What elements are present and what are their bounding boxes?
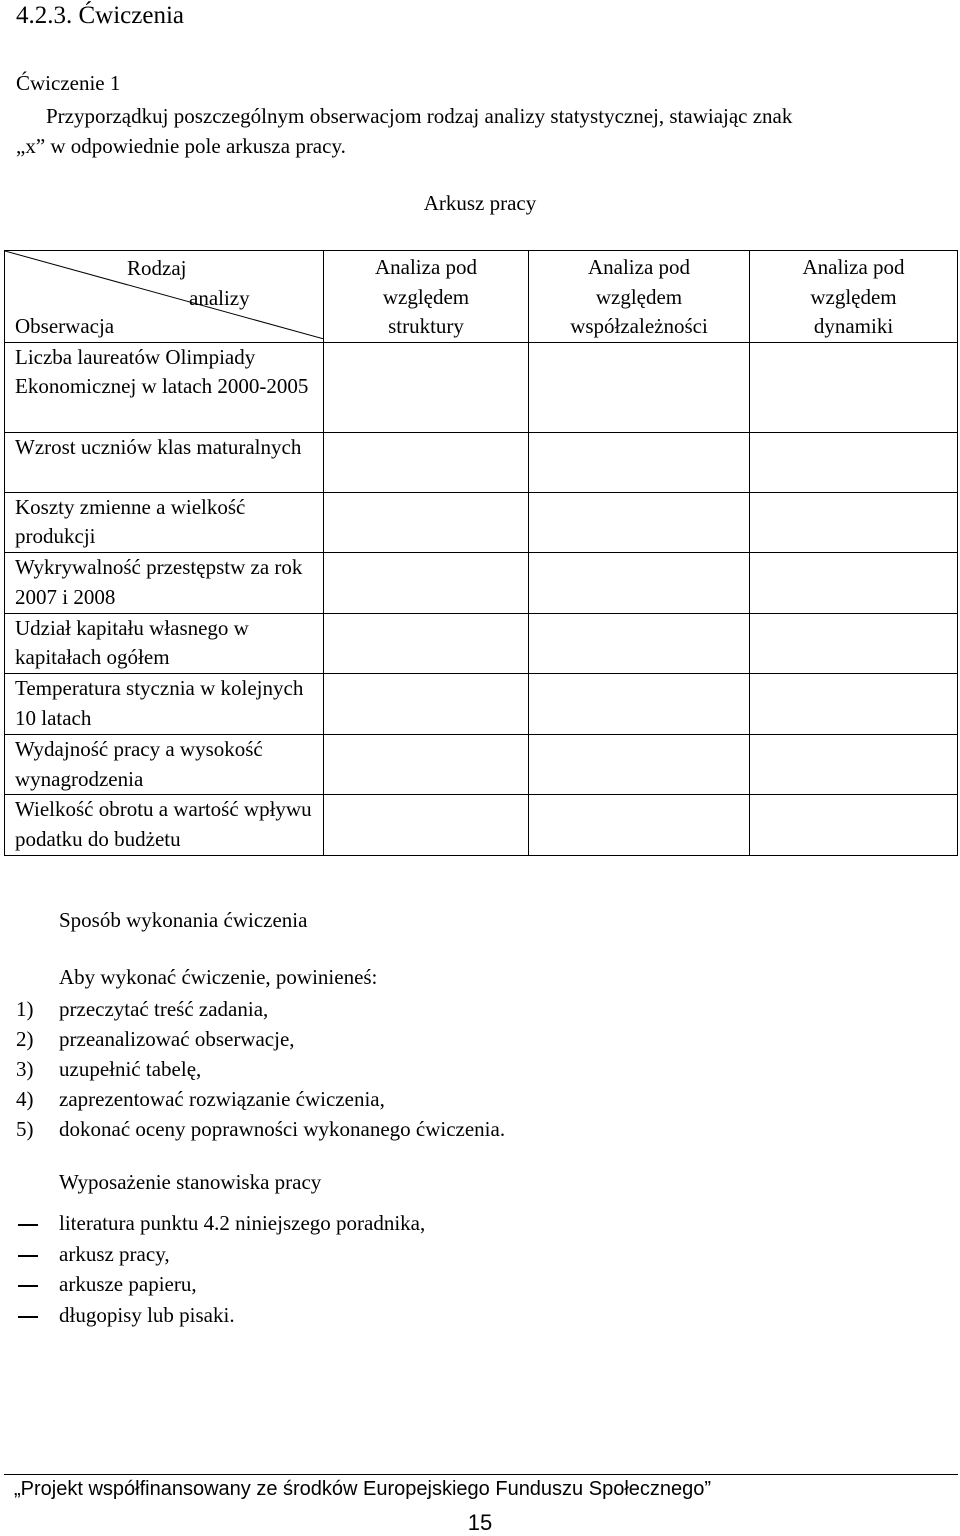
table-header-row [5,251,958,343]
answer-cell[interactable] [529,613,750,674]
step-number: 4) [16,1087,34,1111]
answer-cell[interactable] [529,342,750,432]
step-text: przeczytać treść zadania, [59,997,269,1021]
column-header-line: względem [595,284,683,309]
footer-text: „Projekt współfinansowany ze środków Europejskiego Funduszu Społecznego” [14,1478,712,1500]
observation-cell: Udział kapitału własnego w kapitałach ogółem [5,613,324,674]
answer-cell[interactable] [324,553,529,614]
dash-bullet-icon [16,1316,59,1318]
answer-cell[interactable] [750,674,958,735]
answer-cell[interactable] [324,492,529,553]
step-text: dokonać oceny poprawności wykonanego ćwiczenia. [59,1117,506,1141]
observation-cell: Wzrost uczniów klas maturalnych [5,432,324,492]
equipment-list [16,1208,425,1330]
column-header-line: względem [810,284,897,309]
answer-cell[interactable] [529,553,750,614]
column-header-line: Analiza pod [374,255,478,279]
header-obserwacja-label: Obserwacja [15,314,115,338]
table-row [5,674,958,735]
answer-cell[interactable] [750,613,958,674]
exercise-title: Ćwiczenie 1 [16,71,121,95]
answer-cell[interactable] [750,553,958,614]
step-text: zaprezentować rozwiązanie ćwiczenia, [59,1087,385,1111]
answer-cell[interactable] [324,342,529,432]
answer-cell[interactable] [750,734,958,795]
table-row [5,734,958,795]
equipment-item-text: literatura punktu 4.2 niniejszego poradnika, [59,1211,426,1235]
answer-cell[interactable] [529,492,750,553]
list-item [16,1300,425,1331]
answer-cell[interactable] [750,342,958,432]
step-number: 2) [16,1027,34,1051]
column-header-structure [324,251,529,343]
list-item [16,1084,505,1114]
equipment-item-text: arkusze papieru, [59,1272,197,1296]
column-header-line: Analiza pod [587,255,691,279]
equipment-item-text: arkusz pracy, [59,1241,170,1266]
answer-cell[interactable] [324,613,529,674]
list-item [16,1054,505,1084]
step-number: 3) [16,1057,34,1081]
worksheet-title: Arkusz pracy [423,191,537,215]
method-intro: Aby wykonać ćwiczenie, powinieneś: [59,965,378,989]
column-header-line: współzależności [570,314,708,338]
method-title: Sposób wykonania ćwiczenia [59,908,308,932]
observation-cell: Wykrywalność przestępstw za rok 2007 i 2008 [5,553,324,614]
column-header-line: względem [382,284,470,309]
section-title: 4.2.3. Ćwiczenia [16,2,185,29]
answer-cell[interactable] [529,734,750,795]
answer-cell[interactable] [529,674,750,735]
instruction-line-2: „x” w odpowiednie pole arkusza pracy. [16,134,346,158]
list-item [16,994,505,1024]
step-text: uzupełnić tabelę, [59,1057,202,1081]
dash-bullet-icon [16,1255,59,1257]
answer-cell[interactable] [750,492,958,553]
observation-cell: Wielkość obrotu a wartość wpływu podatku do budżetu [5,795,324,856]
table-row [5,553,958,614]
list-item [16,1269,425,1300]
observation-cell: Liczba laureatów Olimpiady Ekonomicznej w latach 2000-2005 [5,342,324,432]
observation-cell: Wydajność pracy a wysokość wynagrodzenia [5,734,324,795]
table-row [5,432,958,492]
column-header-interdependence [529,251,750,343]
step-text: przeanalizować obserwacje, [59,1027,295,1051]
list-item [16,1208,425,1239]
dash-bullet-icon [16,1224,59,1226]
answer-cell[interactable] [529,432,750,492]
answer-cell[interactable] [324,795,529,856]
column-header-line: dynamiki [813,314,894,338]
steps-list [16,994,505,1144]
table-row [5,492,958,553]
list-item [16,1114,505,1144]
header-rodzaj-label: Rodzaj [127,256,187,280]
list-item [16,1239,425,1270]
page-number: 15 [467,1510,493,1535]
answer-cell[interactable] [750,432,958,492]
step-number: 5) [16,1117,34,1141]
instruction-line-1: Przyporządkuj poszczególnym obserwacjom rodzaj analizy statystycznej, stawiając znak [46,104,793,128]
column-header-line: struktury [388,314,464,338]
step-number: 1) [16,997,34,1021]
exercise-instruction [16,101,946,161]
answer-cell[interactable] [324,734,529,795]
table-row [5,795,958,856]
answer-cell[interactable] [750,795,958,856]
observation-cell: Koszty zmienne a wielkość produkcji [5,492,324,553]
dash-bullet-icon [16,1285,59,1287]
table-row [5,342,958,432]
column-header-dynamics [750,251,958,343]
list-item [16,1024,505,1054]
header-corner-cell [5,251,324,343]
footer-divider [4,1474,958,1475]
equipment-item-text: długopisy lub pisaki. [59,1302,235,1327]
answer-cell[interactable] [324,674,529,735]
answer-cell[interactable] [529,795,750,856]
column-header-line: Analiza pod [802,255,905,279]
observation-cell: Temperatura stycznia w kolejnych 10 latach [5,674,324,735]
header-analizy-label: analizy [189,286,250,310]
equipment-title: Wyposażenie stanowiska pracy [59,1170,322,1194]
table-row [5,613,958,674]
worksheet-table [4,250,958,856]
answer-cell[interactable] [324,432,529,492]
